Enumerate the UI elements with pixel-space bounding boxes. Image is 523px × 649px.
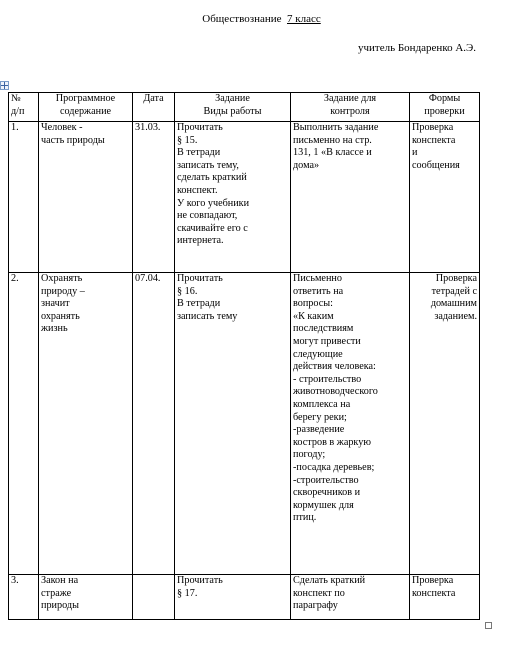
table-row — [9, 575, 480, 620]
row-control: Письменно ответить на вопросы: «К каким последствиям могут привести следующие действия человека: - строительство животноводческого комплекса на берегу реки; -разведение костров в жаркую погоду; -посадка деревьев; -строительство скворечников и кормушек для птиц. — [291, 273, 410, 575]
row-number: 1. — [9, 122, 39, 273]
row-number: 2. — [9, 273, 39, 575]
row-date — [133, 575, 175, 620]
table-resize-handle[interactable] — [485, 622, 492, 629]
row-task: Прочитать § 16. В тетради записать тему — [175, 273, 291, 575]
grade-label: 7 класс — [287, 13, 321, 25]
row-task: Прочитать § 15. В тетради записать тему, сделать краткий конспект. У кого учебники не совпадают, скачивайте его с интернета. — [175, 122, 291, 273]
header-date: Дата — [133, 93, 175, 122]
row-check: Проверка тетрадей с домашним заданием. — [410, 273, 480, 575]
row-check: Проверка конспекта и сообщения — [410, 122, 480, 273]
row-date: 31.03. — [133, 122, 175, 273]
table-row — [9, 273, 480, 575]
header-check: Формы проверки — [410, 93, 480, 122]
header-control: Задание для контроля — [291, 93, 410, 122]
table-header-row — [9, 93, 480, 122]
teacher-name: учитель Бондаренко А.Э. — [358, 42, 477, 54]
row-number: 3. — [9, 575, 39, 620]
header-number: № д/п — [9, 93, 39, 122]
header-task: Задание Виды работы — [175, 93, 291, 122]
row-task: Прочитать § 17. — [175, 575, 291, 620]
row-content: Закон на страже природы — [39, 575, 133, 620]
row-content: Человек - часть природы — [39, 122, 133, 273]
row-control: Выполнить задание письменно на стр. 131, 1 «В классе и дома» — [291, 122, 410, 273]
lesson-plan-table — [8, 92, 480, 620]
row-check: Проверка конспекта — [410, 575, 480, 620]
table-move-handle-icon[interactable] — [0, 81, 9, 90]
subject-name: Обществознание — [202, 13, 282, 25]
header-content: Программное содержание — [39, 93, 133, 122]
document-title — [0, 13, 523, 25]
row-date: 07.04. — [133, 273, 175, 575]
row-control: Сделать краткий конспект по параграфу — [291, 575, 410, 620]
table-row — [9, 122, 480, 273]
row-content: Охранять природу – значит охранять жизнь — [39, 273, 133, 575]
